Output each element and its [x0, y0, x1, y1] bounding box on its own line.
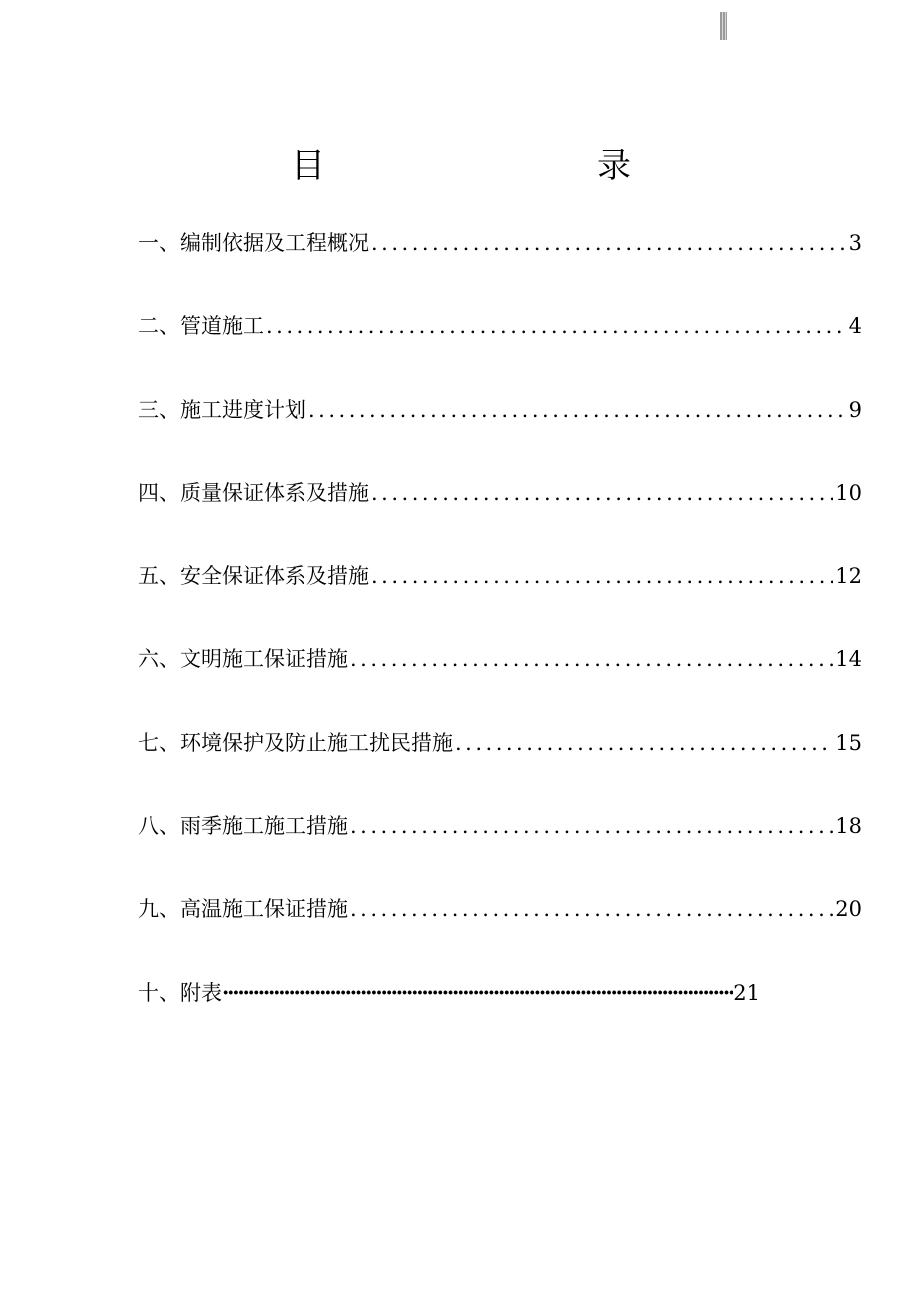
title-char-2: 录: [597, 146, 631, 186]
toc-entry-page: 4: [848, 314, 862, 339]
toc-entry[interactable]: [138, 891, 862, 974]
toc-leader-dots: [350, 891, 833, 927]
toc-entry-label: 五、安全保证体系及措施: [138, 564, 369, 589]
toc-entry-label: 十、附表: [138, 980, 222, 1005]
toc-entry[interactable]: [138, 558, 862, 641]
toc-entry-page: 21: [733, 980, 760, 1005]
toc-entry-page: 15: [835, 730, 862, 755]
toc-entry[interactable]: [138, 641, 862, 724]
toc-entry-label: 一、编制依据及工程概况: [138, 231, 369, 255]
toc-entry[interactable]: [138, 392, 862, 475]
table-of-contents: [138, 225, 862, 1015]
toc-entry-page: 18: [835, 814, 862, 839]
toc-leader-dots: [308, 392, 847, 428]
toc-entry-page: 3: [848, 231, 862, 255]
toc-entry-label: 九、高温施工保证措施: [138, 897, 348, 922]
toc-entry-label: 二、管道施工: [138, 314, 264, 339]
toc-entry-label: 三、施工进度计划: [138, 397, 306, 422]
toc-entry[interactable]: [138, 225, 862, 308]
toc-leader-dots: [371, 475, 833, 511]
toc-entry[interactable]: [138, 308, 862, 391]
corner-scroll-mark: [720, 12, 727, 40]
toc-entry-page: 14: [835, 647, 862, 672]
toc-leader-dots: [350, 808, 833, 844]
title-char-1: 目: [291, 146, 325, 186]
toc-leader-dots: [371, 225, 847, 261]
page-title: [0, 138, 920, 188]
toc-entry-label: 八、雨季施工施工措施: [138, 814, 348, 839]
toc-entry[interactable]: [138, 975, 760, 1015]
toc-entry-page: 9: [848, 397, 862, 422]
toc-entry[interactable]: [138, 725, 862, 808]
toc-entry-page: 12: [835, 564, 862, 589]
toc-entry-label: 六、文明施工保证措施: [138, 647, 348, 672]
toc-leader-dots: [266, 308, 847, 344]
toc-entry-page: 10: [835, 480, 862, 505]
toc-entry[interactable]: [138, 808, 862, 891]
toc-leader-dots: [222, 975, 733, 1011]
toc-leader-dots: [455, 725, 833, 761]
toc-entry-label: 七、环境保护及防止施工扰民措施: [138, 730, 453, 755]
toc-leader-dots: [371, 558, 833, 594]
toc-entry-page: 20: [835, 897, 862, 922]
toc-entry-label: 四、质量保证体系及措施: [138, 480, 369, 505]
toc-entry[interactable]: [138, 475, 862, 558]
toc-leader-dots: [350, 641, 833, 677]
